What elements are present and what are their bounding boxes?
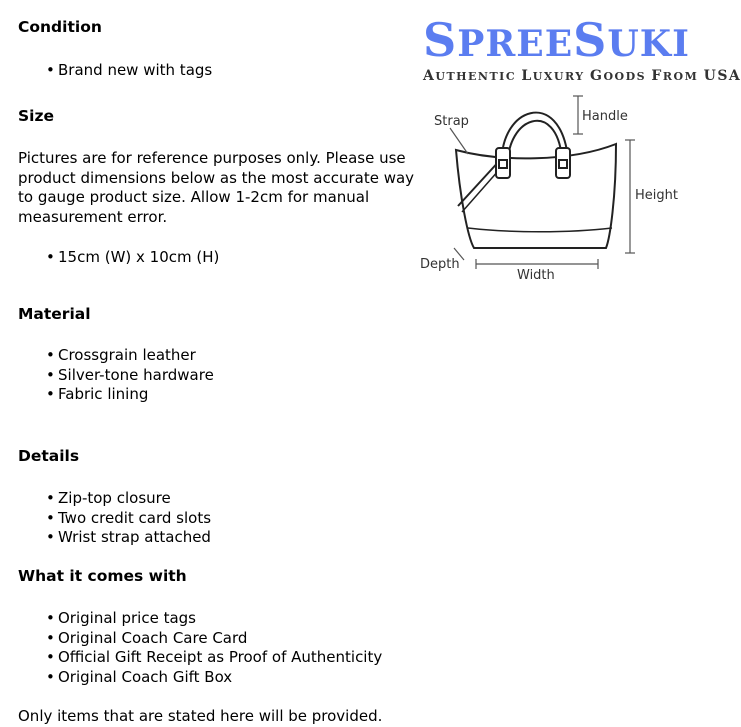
list-item: • Fabric lining <box>46 385 214 405</box>
details-heading: Details <box>18 447 80 465</box>
comes-with-heading: What it comes with <box>18 567 187 585</box>
list-item: • Original Coach Care Card <box>46 629 382 649</box>
condition-heading: Condition <box>18 18 102 36</box>
size-list <box>46 248 219 268</box>
list-item: • Zip-top closure <box>46 489 211 509</box>
list-item: • Silver-tone hardware <box>46 366 214 386</box>
list-item: • Brand new with tags <box>46 61 212 81</box>
material-list <box>46 346 214 405</box>
details-list <box>46 489 211 548</box>
size-note: Pictures are for reference purposes only. Please use product dimensions below as the most accurate way to gauge product size. Allow 1-2cm for manual measurement error. <box>18 149 415 226</box>
strap-label: Strap <box>434 114 469 129</box>
size-heading: Size <box>18 107 55 125</box>
handle-label: Handle <box>582 109 628 124</box>
depth-label: Depth <box>420 257 460 272</box>
comes-with-list <box>46 609 382 687</box>
logo-wordmark: SPREESUKI <box>423 13 690 67</box>
list-item: • Official Gift Receipt as Proof of Authenticity <box>46 648 382 668</box>
condition-list <box>46 61 212 81</box>
width-label: Width <box>517 268 555 283</box>
height-label: Height <box>635 188 678 203</box>
list-item: • 15cm (W) x 10cm (H) <box>46 248 219 268</box>
list-item: • Original price tags <box>46 609 382 629</box>
spreesuki-logo <box>423 13 741 84</box>
bag-outline-icon <box>456 113 616 248</box>
list-item: • Two credit card slots <box>46 509 211 529</box>
footer-note: Only items that are stated here will be provided. <box>18 707 383 725</box>
logo-tagline: AUTHENTIC LUXURY GOODS FROM USA <box>423 68 741 84</box>
list-item: • Original Coach Gift Box <box>46 668 382 688</box>
list-item: • Crossgrain leather <box>46 346 214 366</box>
material-heading: Material <box>18 305 91 323</box>
bag-dimensions-diagram <box>410 88 700 288</box>
list-item: • Wrist strap attached <box>46 528 211 548</box>
